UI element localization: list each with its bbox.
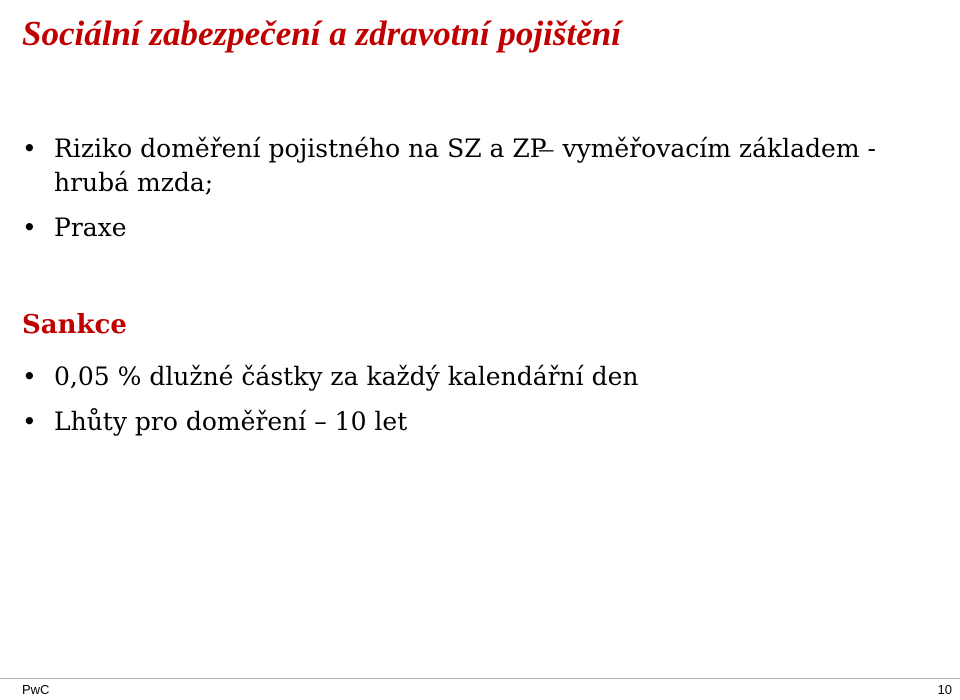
bullet-text: 0,05 % dlužné částky za každý kalendářní den <box>54 362 639 391</box>
page-number: 10 <box>937 682 952 697</box>
footer-divider <box>0 678 960 679</box>
section-heading-sankce: Sankce <box>22 310 127 340</box>
list-item <box>22 360 932 394</box>
footer <box>0 678 960 700</box>
bullet-icon: • <box>22 362 37 391</box>
list-item <box>22 132 932 200</box>
bullet-text: Riziko doměření pojistného na SZ a ZP ̶ vyměřovacím základem - hrubá mzda; <box>54 134 876 197</box>
bullet-icon: • <box>22 407 37 436</box>
bullet-list-sankce <box>22 360 932 450</box>
bullet-text: Lhůty pro doměření – 10 let <box>54 407 408 436</box>
bullet-text: Praxe <box>54 213 127 242</box>
slide-title: Sociální zabezpečení a zdravotní pojištění <box>22 14 621 53</box>
bullet-icon: • <box>22 213 37 242</box>
footer-brand: PwC <box>22 682 50 697</box>
list-item <box>22 211 932 245</box>
bullet-icon: • <box>22 134 37 163</box>
list-item <box>22 405 932 439</box>
bullet-list-top <box>22 132 932 256</box>
